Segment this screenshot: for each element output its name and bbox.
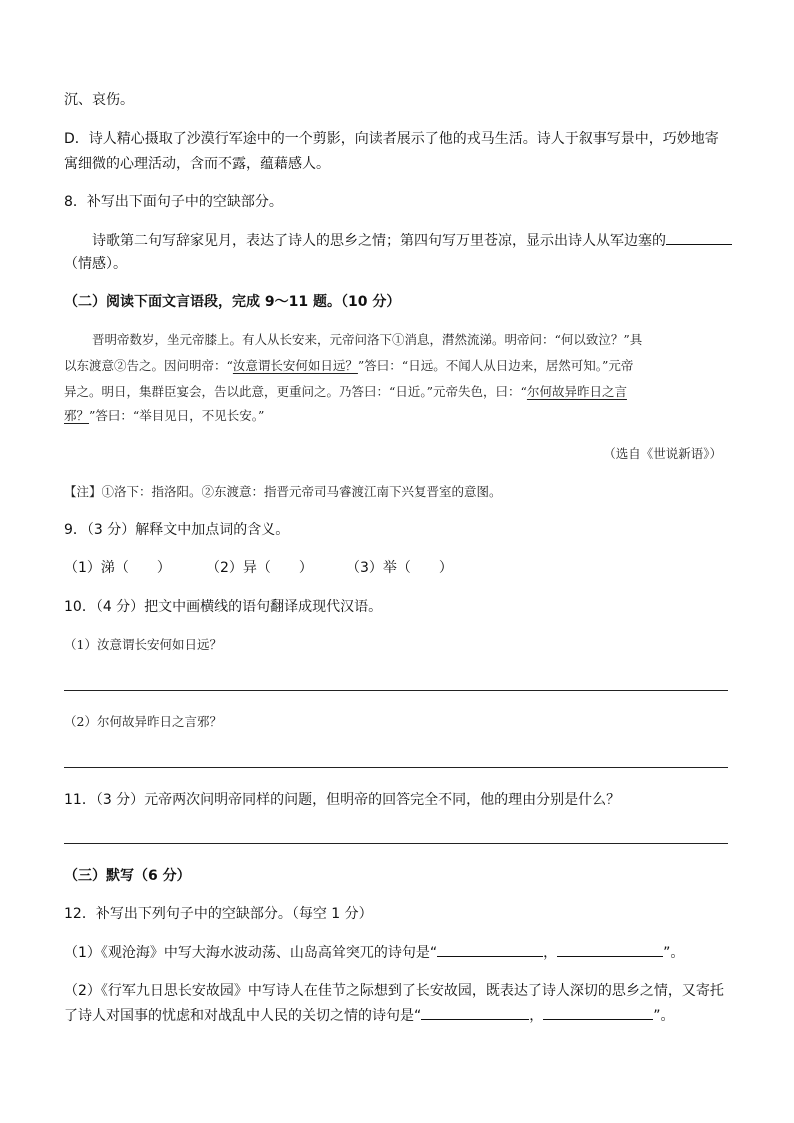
q9-item2[interactable]: （2）异（ ） [206, 560, 313, 576]
q12-sentence2-line1: （2）《行军九日思长安故园》中写诗人在佳节之际想到了长安故园，既表达了诗人深切的思乡之情，又寄托 [64, 983, 724, 999]
passage-source: （选自《世说新语》） [603, 446, 722, 461]
option-d-line2: 寓细微的心理活动，含而不露，蕴藉感人。 [64, 156, 330, 172]
passage-line3: 异之。明日，集群臣宴会，告以此意，更重问之。乃答曰：“日近。”元帝失色，曰：“尔何故异昨日之言 [64, 384, 627, 399]
q12-stem: 12．补写出下列句子中的空缺部分。（每空 1 分） [64, 906, 373, 922]
q12-s1-blank2[interactable] [557, 942, 663, 957]
underlined-sentence-2a: 尔何故异昨日之言 [526, 384, 627, 399]
q12-s2-blank1[interactable] [421, 1005, 529, 1020]
passage-line4: 邪？”答曰：“举目见日，不见长安。” [64, 408, 265, 423]
passage-line2: 以东渡意②告之。因问明帝：“汝意谓长安何如日远？”答曰：“日远。不闻人从日边来，居然可知。”元帝 [64, 358, 634, 373]
q8-stem: 8．补写出下面句子中的空缺部分。 [64, 194, 283, 210]
q8-blank[interactable] [666, 230, 732, 245]
q12-sentence2-line2: 了诗人对国事的忧虑和对战乱中人民的关切之情的诗句是“ ， ”。 [64, 1005, 675, 1026]
underlined-sentence-2b: 邪？ [64, 408, 90, 423]
q9-item3[interactable]: （3）举（ ） [346, 560, 453, 576]
q10-sub1: （1）汝意谓长安何如日远？ [64, 637, 222, 652]
q11-stem: 11．（3 分）元帝两次问明帝同样的问题，但明帝的回答完全不同，他的理由分别是什么？ [64, 792, 621, 808]
q10-stem: 10．（4 分）把文中画横线的语句翻译成现代汉语。 [64, 599, 383, 615]
q12-s1-blank1[interactable] [437, 942, 543, 957]
q10-sub1-answer-line[interactable] [64, 690, 728, 691]
section3-heading: （三）默写（6 分） [64, 868, 191, 884]
q8-body-line1 [92, 230, 732, 251]
q8-body-text: 诗歌第二句写辞家见月，表达了诗人的思乡之情；第四句写万里苍凉，显示出诗人从军边塞的 [92, 233, 666, 249]
q10-sub2: （2）尔何故异昨日之言邪？ [64, 714, 222, 729]
option-d-line1: D．诗人精心摄取了沙漠行军途中的一个剪影，向读者展示了他的戎马生活。诗人于叙事写景中，巧妙地寄 [64, 131, 719, 147]
q12-s2-blank2[interactable] [543, 1005, 653, 1020]
q11-answer-line[interactable] [64, 843, 728, 844]
option-c-tail: 沉、哀伤。 [64, 92, 134, 108]
passage-note: 【注】①洛下：指洛阳。②东渡意：指晋元帝司马睿渡江南下兴复晋室的意图。 [64, 484, 502, 499]
q9-stem: 9．（3 分）解释文中加点词的含义。 [64, 522, 290, 538]
underlined-sentence-1: 汝意谓长安何如日远？ [232, 358, 358, 373]
q12-sentence1: （1）《观沧海》中写大海水波动荡、山岛高耸突兀的诗句是“ ， ”。 [64, 942, 684, 963]
passage-line1: 晋明帝数岁，坐元帝膝上。有人从长安来，元帝问洛下①消息，潸然流涕。明帝问：“何以致泣？”具 [92, 332, 643, 347]
q9-item1[interactable]: （1）涕（ ） [64, 560, 171, 576]
q8-body-line2: （情感）。 [64, 256, 127, 272]
section2-heading: （二）阅读下面文言语段，完成 9～11 题。（10 分） [64, 294, 401, 310]
q10-sub2-answer-line[interactable] [64, 767, 728, 768]
